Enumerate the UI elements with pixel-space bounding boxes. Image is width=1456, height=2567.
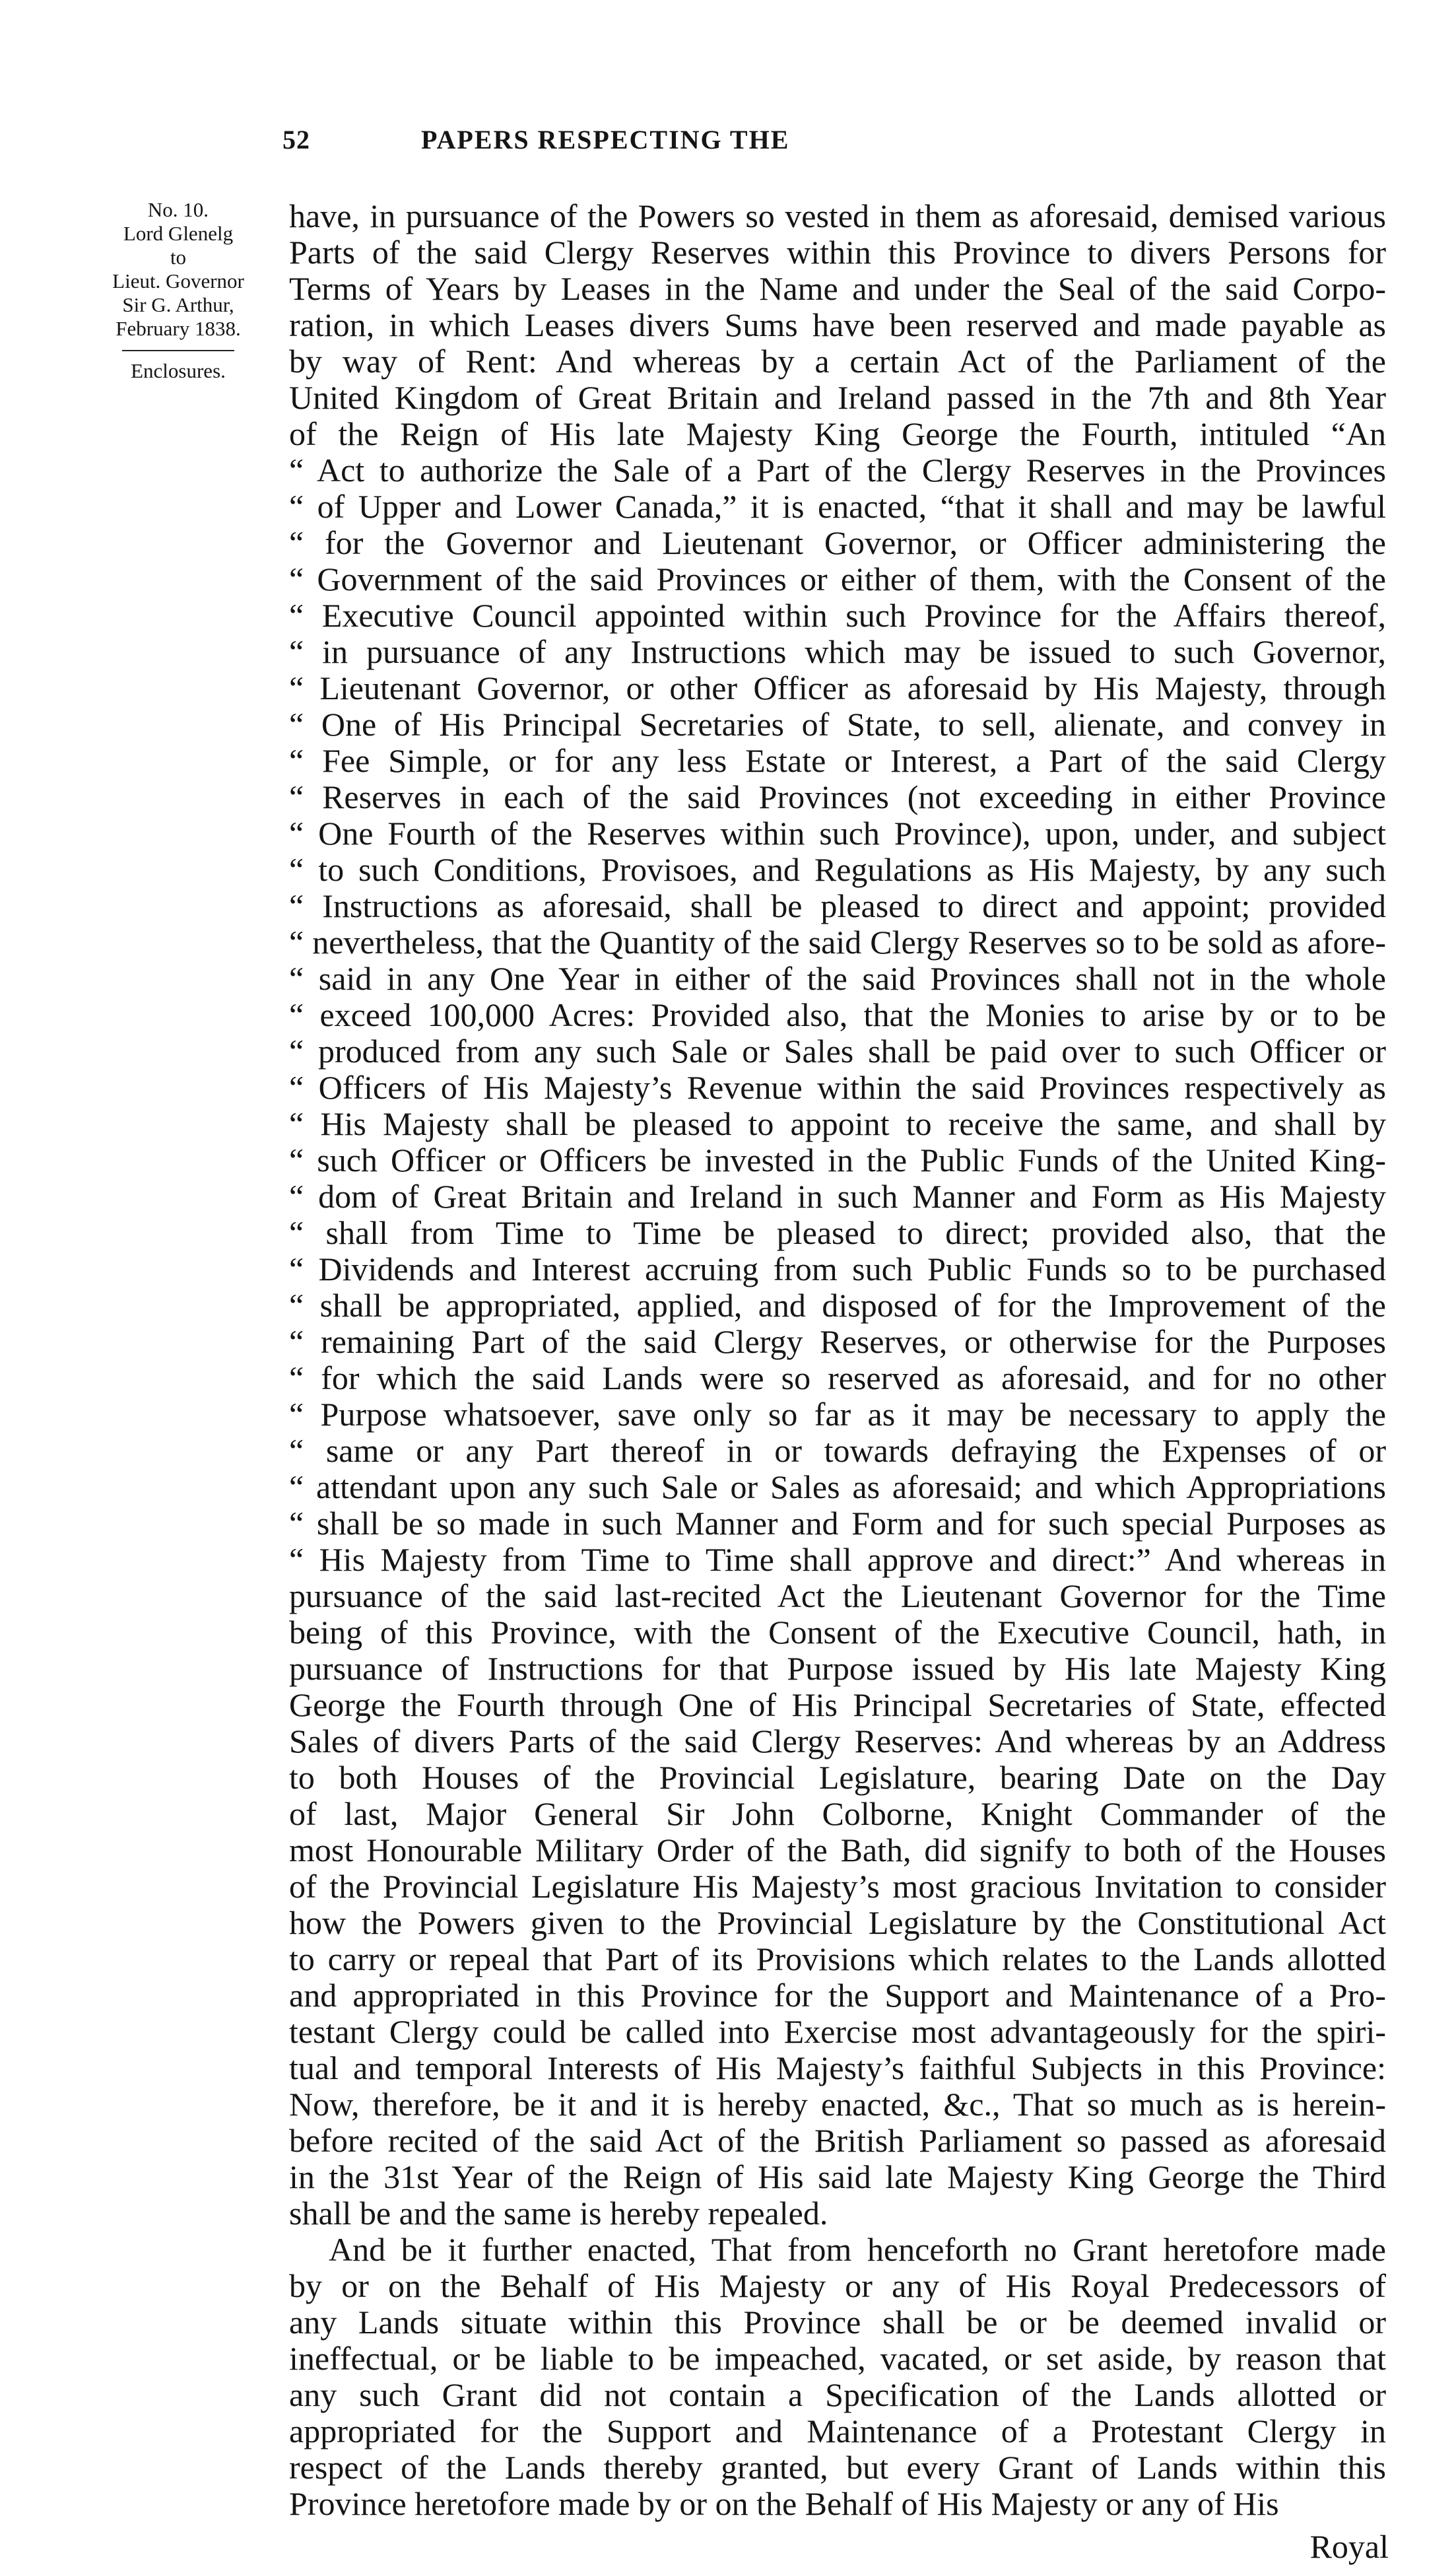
text-line: “ same or any Part thereof in or towards defraying the Expenses of or xyxy=(289,1432,1386,1469)
text-line: “ shall be appropriated, applied, and disposed of for the Improvement of the xyxy=(289,1287,1386,1324)
catchword: Royal xyxy=(1309,2528,1389,2565)
text-line: by way of Rent: And whereas by a certain Act of the Parliament of the xyxy=(289,343,1386,380)
text-line: “ exceed 100,000 Acres: Provided also, that the Monies to arise by or to be xyxy=(289,996,1386,1033)
page-header xyxy=(282,124,1286,157)
text-line: ration, in which Leases divers Sums have been reserved and made payable as xyxy=(289,306,1386,343)
text-line: “ His Majesty shall be pleased to appoint to receive the same, and shall by xyxy=(289,1105,1386,1142)
text-line: George the Fourth through One of His Principal Secretaries of State, effected xyxy=(289,1686,1386,1723)
text-line: how the Powers given to the Provincial Legislature by the Constitutional Act xyxy=(289,1904,1386,1941)
text-line: in the 31st Year of the Reign of His said late Majesty King George the Third xyxy=(289,2158,1386,2195)
margin-note-line: Lieut. Governor xyxy=(112,269,244,292)
margin-note xyxy=(99,198,257,383)
text-line: Sales of divers Parts of the said Clergy Reserves: And whereas by an Address xyxy=(289,1723,1386,1760)
text-line: testant Clergy could be called into Exercise most advantageously for the spiri- xyxy=(289,2013,1386,2050)
text-line: “ Act to authorize the Sale of a Part of the Clergy Reserves in the Provinces xyxy=(289,452,1386,489)
text-line: “ Government of the said Provinces or either of them, with the Consent of the xyxy=(289,561,1386,598)
margin-note-line: Sir G. Arthur, xyxy=(122,293,234,316)
text-line: most Honourable Military Order of the Bath, did signify to both of the Houses xyxy=(289,1831,1386,1868)
text-line: being of this Province, with the Consent of the Executive Council, hath, in xyxy=(289,1614,1386,1651)
text-line: “ One Fourth of the Reserves within such Province), upon, under, and subject xyxy=(289,815,1386,852)
text-line: “ Executive Council appointed within such Province for the Affairs thereof, xyxy=(289,597,1386,634)
text-line: Terms of Years by Leases in the Name and under the Seal of the said Corpo- xyxy=(289,270,1386,307)
text-line: “ shall be so made in such Manner and Form and for such special Purposes as xyxy=(289,1505,1386,1542)
text-line: pursuance of Instructions for that Purpose issued by His late Majesty King xyxy=(289,1650,1386,1687)
text-line: “ Dividends and Interest accruing from such Public Funds so to be purchased xyxy=(289,1250,1386,1287)
text-line: “ His Majesty from Time to Time shall approve and direct:” And whereas in xyxy=(289,1541,1386,1578)
page-number: 52 xyxy=(282,125,310,154)
text-line: of the Reign of His late Majesty King George the Fourth, intituled “An xyxy=(289,415,1386,452)
text-line: pursuance of the said last-recited Act the Lieutenant Governor for the Time xyxy=(289,1577,1386,1614)
text-line: “ said in any One Year in either of the said Provinces shall not in the whole xyxy=(289,960,1386,997)
text-line: “ to such Conditions, Provisoes, and Regulations as His Majesty, by any such xyxy=(289,851,1386,888)
text-line: and appropriated in this Province for the Support and Maintenance of a Pro- xyxy=(289,1977,1386,2014)
text-line: “ nevertheless, that the Quantity of the said Clergy Reserves so to be sold as afore- xyxy=(289,924,1386,961)
text-line: by or on the Behalf of His Majesty or any of His Royal Predecessors of xyxy=(289,2267,1386,2304)
text-line: have, in pursuance of the Powers so vested in them as aforesaid, demised various xyxy=(289,197,1386,234)
text-line: of the Provincial Legislature His Majesty’s most gracious Invitation to consider xyxy=(289,1868,1386,1905)
text-line: “ such Officer or Officers be invested in the Public Funds of the United King- xyxy=(289,1142,1386,1179)
running-title: PAPERS RESPECTING THE xyxy=(421,125,790,154)
text-line: appropriated for the Support and Maintenance of a Protestant Clergy in xyxy=(289,2413,1386,2449)
text-line: “ Fee Simple, or for any less Estate or Interest, a Part of the said Clergy xyxy=(289,742,1386,779)
margin-note-line: February 1838. xyxy=(116,317,241,340)
text-line: Parts of the said Clergy Reserves within this Province to divers Persons for xyxy=(289,234,1386,271)
text-line: “ One of His Principal Secretaries of State, to sell, alienate, and convey in xyxy=(289,706,1386,743)
text-line: “ produced from any such Sale or Sales shall be paid over to such Officer or xyxy=(289,1033,1386,1070)
text-line: “ Instructions as aforesaid, shall be pleased to direct and appoint; provided xyxy=(289,887,1386,924)
text-line: before recited of the said Act of the British Parliament so passed as aforesaid xyxy=(289,2122,1386,2159)
text-line: ineffectual, or be liable to be impeached, vacated, or set aside, by reason that xyxy=(289,2340,1386,2377)
margin-enclosures-label: Enclosures. xyxy=(131,359,226,382)
text-line: “ Purpose whatsoever, save only so far as it may be necessary to apply the xyxy=(289,1396,1386,1433)
text-line: “ shall from Time to Time be pleased to direct; provided also, that the xyxy=(289,1214,1386,1251)
text-line: to carry or repeal that Part of its Provisions which relates to the Lands allotted xyxy=(289,1940,1386,1977)
text-line: to both Houses of the Provincial Legislature, bearing Date on the Day xyxy=(289,1759,1386,1796)
text-line: respect of the Lands thereby granted, but every Grant of Lands within this xyxy=(289,2449,1386,2486)
text-line: And be it further enacted, That from henceforth no Grant heretofore made xyxy=(329,2231,1386,2268)
text-line: “ Reserves in each of the said Provinces (not exceeding in either Province xyxy=(289,778,1386,815)
text-line: “ dom of Great Britain and Ireland in such Manner and Form as His Majesty xyxy=(289,1178,1386,1215)
text-line: of last, Major General Sir John Colborne, Knight Commander of the xyxy=(289,1795,1386,1832)
text-line: “ of Upper and Lower Canada,” it is enacted, “that it shall and may be lawful xyxy=(289,488,1386,525)
text-line: United Kingdom of Great Britain and Ireland passed in the 7th and 8th Year xyxy=(289,379,1386,416)
text-line: Now, therefore, be it and it is hereby enacted, &c., That so much as is herein- xyxy=(289,2086,1386,2123)
text-line: Province heretofore made by or on the Behalf of His Majesty or any of His xyxy=(289,2485,1279,2522)
text-line: any Lands situate within this Province shall be or be deemed invalid or xyxy=(289,2304,1386,2341)
text-line: “ for which the said Lands were so reserved as aforesaid, and for no other xyxy=(289,1359,1386,1396)
text-line: “ for the Governor and Lieutenant Governor, or Officer administering the xyxy=(289,524,1386,561)
text-line: “ attendant upon any such Sale or Sales as aforesaid; and which Appropriations xyxy=(289,1468,1386,1505)
body-text xyxy=(289,198,1386,2522)
text-line: “ in pursuance of any Instructions which may be issued to such Governor, xyxy=(289,633,1386,670)
margin-divider xyxy=(122,350,234,351)
text-line: any such Grant did not contain a Specification of the Lands allotted or xyxy=(289,2376,1386,2413)
text-line: “ remaining Part of the said Clergy Reserves, or otherwise for the Purposes xyxy=(289,1323,1386,1360)
text-line: “ Lieutenant Governor, or other Officer as aforesaid by His Majesty, through xyxy=(289,669,1386,706)
margin-note-line: Lord Glenelg xyxy=(123,222,234,245)
text-line: tual and temporal Interests of His Majesty’s faithful Subjects in this Province: xyxy=(289,2049,1386,2086)
margin-note-line: No. 10. xyxy=(147,198,209,221)
text-line: “ Officers of His Majesty’s Revenue within the said Provinces respectively as xyxy=(289,1069,1386,1106)
text-line: shall be and the same is hereby repealed. xyxy=(289,2195,828,2232)
margin-note-line: to xyxy=(170,246,187,269)
